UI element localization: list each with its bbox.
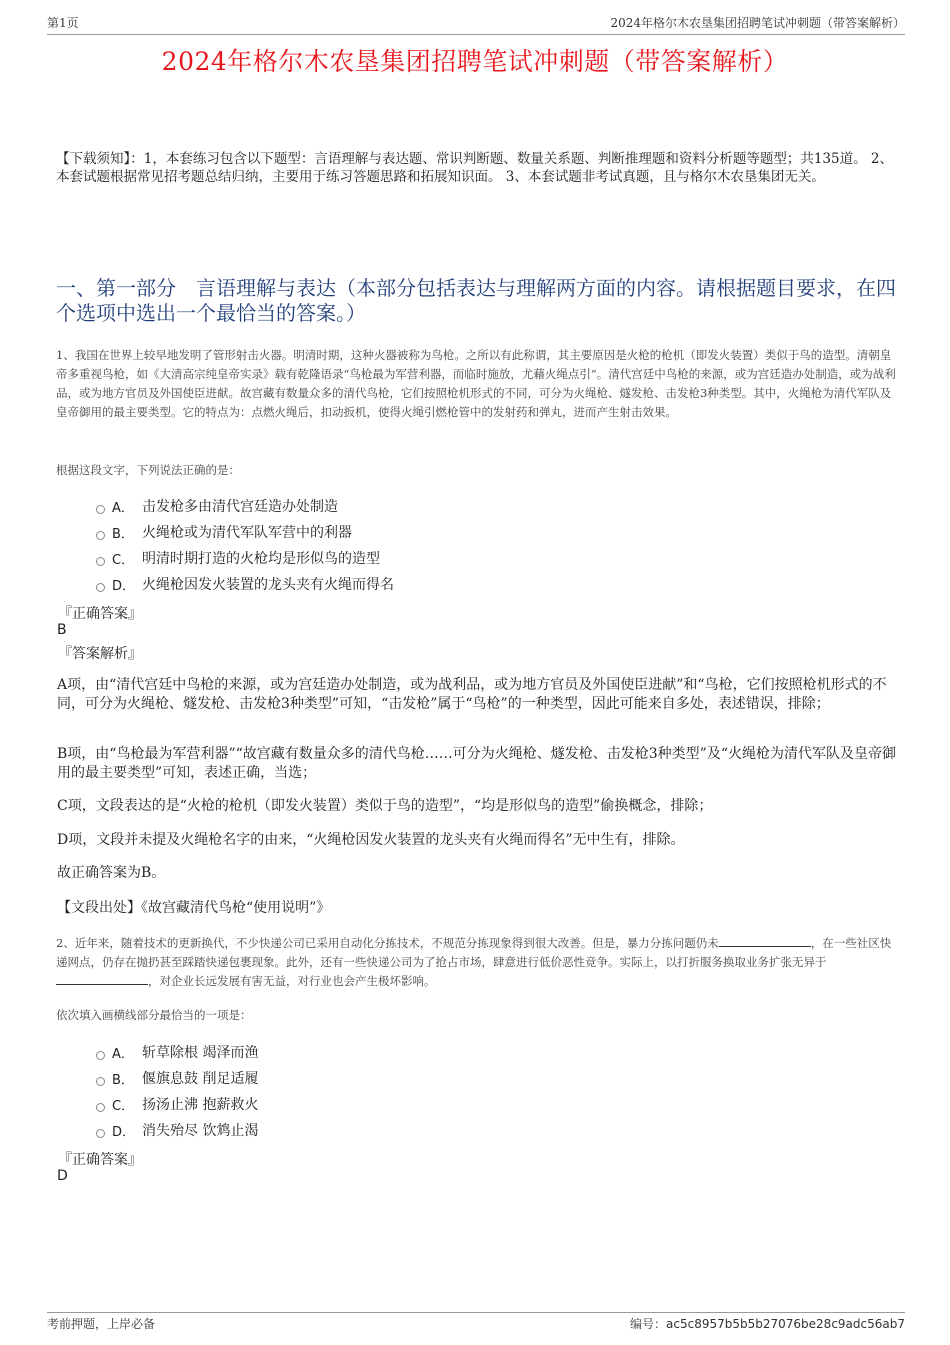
option-text: 斩草除根 竭泽而渔 bbox=[142, 1045, 259, 1061]
option-text: 扬汤止沸 抱薪救火 bbox=[142, 1097, 259, 1113]
page-footer bbox=[47, 1312, 905, 1332]
option-d[interactable]: D． 消失殆尽 饮鸩止渴 bbox=[96, 1117, 258, 1143]
analysis-label: 『答案解析』 bbox=[58, 646, 142, 662]
radio-icon[interactable] bbox=[96, 557, 105, 566]
question-1-prompt: 根据这段文字，下列说法正确的是： bbox=[56, 463, 240, 477]
page-number: 第1页 bbox=[47, 16, 79, 30]
analysis-a: A项，由“清代宫廷中鸟枪的来源，或为宫廷造办处制造，或为战利品，或为地方官员及外国使臣进献”和“鸟枪，它们按照枪机形式的不同，可分为火绳枪、燧发枪、击发枪3种类型”可知，“击发枪”属于“鸟枪”的一种类型，因此可能来自多处，表述错误，排除； bbox=[57, 677, 887, 712]
section-heading: 一、第一部分 言语理解与表达（本部分包括表达与理解两方面的内容。请根据题目要求，在四个选项中选出一个最恰当的答案。） bbox=[56, 276, 896, 325]
option-c[interactable]: C． 明清时期打造的火枪均是形似鸟的造型 bbox=[96, 545, 394, 571]
radio-icon[interactable] bbox=[96, 1077, 105, 1086]
option-a[interactable]: A． 击发枪多由清代宫廷造办处制造 bbox=[96, 493, 394, 519]
option-b[interactable]: B． 偃旗息鼓 削足适履 bbox=[96, 1065, 258, 1091]
radio-icon[interactable] bbox=[96, 1103, 105, 1112]
answer-label: 『正确答案』 bbox=[58, 606, 142, 622]
option-text: 明清时期打造的火枪均是形似鸟的造型 bbox=[142, 551, 380, 567]
analysis-source: 【文段出处】《故宫藏清代鸟枪“使用说明”》 bbox=[57, 900, 331, 916]
header-doc-title: 2024年格尔木农垦集团招聘笔试冲刺题（带答案解析） bbox=[610, 16, 905, 30]
answer-label: 『正确答案』 bbox=[58, 1152, 142, 1168]
radio-icon[interactable] bbox=[96, 583, 105, 592]
question-2-options bbox=[96, 1039, 258, 1143]
analysis-b: B项，由“鸟枪最为军营利器”“故宫藏有数量众多的清代鸟枪……可分为火绳枪、燧发枪、击发枪3种类型”及“火绳枪为清代军队及皇帝御用的最主要类型”可知，表述正确，当选； bbox=[57, 746, 896, 781]
option-text: 消失殆尽 饮鸩止渴 bbox=[142, 1123, 259, 1139]
radio-icon[interactable] bbox=[96, 505, 105, 514]
analysis-d: D项，文段并未提及火绳枪名字的由来，“火绳枪因发火装置的龙头夹有火绳而得名”无中生有，排除。 bbox=[57, 832, 685, 848]
option-c[interactable]: C． 扬汤止沸 抱薪救火 bbox=[96, 1091, 258, 1117]
radio-icon[interactable] bbox=[96, 1129, 105, 1138]
option-d[interactable]: D． 火绳枪因发火装置的龙头夹有火绳而得名 bbox=[96, 571, 394, 597]
question-1-options bbox=[96, 493, 394, 597]
option-b[interactable]: B． 火绳枪或为清代军队军营中的利器 bbox=[96, 519, 394, 545]
question-1-text: 1、我国在世界上较早地发明了管形射击火器。明清时期，这种火器被称为鸟枪。之所以有此称谓，其主要原因是火枪的枪机（即发火装置）类似于鸟的造型。清朝皇帝多重视鸟枪，如《大清高宗纯皇帝实录》载有乾隆语录“鸟枪最为军营利器，而临时施放，尤藉火绳点引”。清代宫廷中鸟枪的来源，或为宫廷造办处制造，或为战利品，或为地方官员及外国使臣进献。故宫藏有数量众多的清代鸟枪，它们按照枪机形式的不同，可分为火绳枪、燧发枪、击发枪3种类型。其中，火绳枪为清代军队及皇帝御用的最主要类型。它的特点为：点燃火绳后，扣动扳机，使得火绳引燃枪管中的发射药和弹丸，进而产生射击效果。 bbox=[56, 348, 896, 419]
analysis-conclusion: 故正确答案为B。 bbox=[57, 865, 166, 881]
footer-slogan: 考前押题，上岸必备 bbox=[47, 1317, 156, 1331]
answer-value: B bbox=[57, 622, 67, 638]
option-text: 偃旗息鼓 削足适履 bbox=[142, 1071, 259, 1087]
download-notice: 【下载须知】：1，本套练习包含以下题型：言语理解与表达题、常识判断题、数量关系题、判断推理题和资料分析题等题型；共135道。 2、本套试题根据常见招考题总结归纳，主要用于练习答题思路和拓展知识面。 3、本套试题非考试真题，且与格尔木农垦集团无关。 bbox=[56, 151, 893, 185]
radio-icon[interactable] bbox=[96, 531, 105, 540]
document-title: 2024年格尔木农垦集团招聘笔试冲刺题（带答案解析） bbox=[161, 47, 789, 76]
option-text: 火绳枪或为清代军队军营中的利器 bbox=[142, 525, 352, 541]
analysis-c: C项，文段表达的是“火枪的枪机（即发火装置）类似于鸟的造型”，“均是形似鸟的造型”偷换概念，排除； bbox=[57, 798, 713, 814]
option-text: 火绳枪因发火装置的龙头夹有火绳而得名 bbox=[142, 577, 394, 593]
answer-value: D bbox=[57, 1168, 68, 1184]
page-header bbox=[47, 14, 905, 35]
fill-blank-1[interactable] bbox=[719, 934, 811, 947]
option-a[interactable]: A． 斩草除根 竭泽而渔 bbox=[96, 1039, 258, 1065]
footer-code: 编号：ac5c8957b5b5b27076be28c9adc56ab7 bbox=[630, 1317, 905, 1331]
question-2-text: 2、近年来，随着技术的更新换代，不少快递公司已采用自动化分拣技术，不规范分拣现象得到很大改善。但是，暴力分拣问题仍未 ，在一些社区快递网点，仍存在抛扔甚至踩踏快递包裹现象。此外，还有一些快递公司为了抢占市场，肆意进行低价恶性竞争。实际上，以打折服务换取业务扩张无异于，对企业长远发展有害无益，对行业也会产生极坏影响。 bbox=[56, 936, 892, 988]
question-2-prompt: 依次填入画横线部分最恰当的一项是： bbox=[56, 1008, 252, 1022]
option-text: 击发枪多由清代宫廷造办处制造 bbox=[142, 499, 338, 515]
fill-blank-2[interactable] bbox=[56, 972, 148, 985]
radio-icon[interactable] bbox=[96, 1051, 105, 1060]
